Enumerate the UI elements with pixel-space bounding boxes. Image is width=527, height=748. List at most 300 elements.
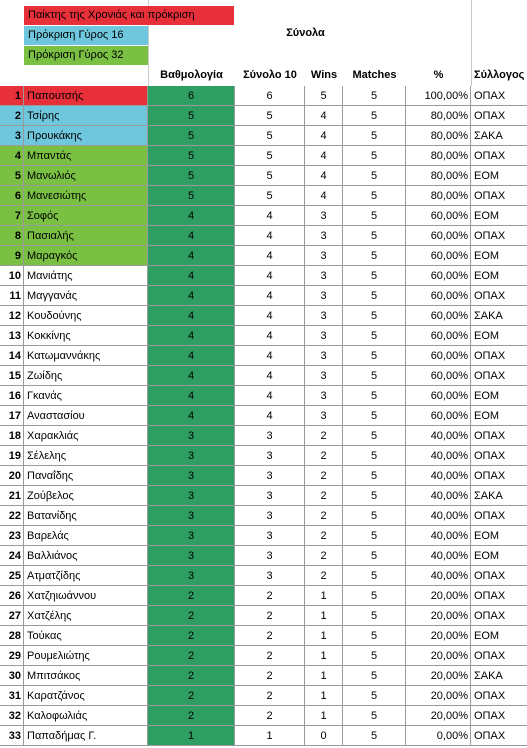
matches-cell[interactable]: 5 [343, 286, 406, 306]
score-cell[interactable]: 1 [148, 726, 235, 746]
matches-cell[interactable]: 5 [343, 306, 406, 326]
score-cell[interactable]: 2 [148, 706, 235, 726]
club-cell[interactable]: ΟΠΑΧ [471, 146, 527, 166]
rank-cell[interactable]: 33 [0, 726, 24, 746]
table-row [0, 506, 527, 526]
player-name-cell[interactable]: Χατζέλης [24, 606, 148, 626]
club-cell[interactable]: ΟΠΑΧ [471, 466, 527, 486]
table-row [0, 646, 527, 666]
wins-cell[interactable]: 0 [305, 726, 343, 746]
player-name-cell[interactable]: Σέλελης [24, 446, 148, 466]
club-cell[interactable]: ΕΟΜ [471, 206, 527, 226]
percent-cell[interactable]: 20,00% [406, 686, 471, 706]
matches-cell[interactable]: 5 [343, 566, 406, 586]
rank-cell[interactable]: 12 [0, 306, 24, 326]
table-row [0, 206, 527, 226]
score-cell[interactable]: 4 [148, 246, 235, 266]
score-cell[interactable]: 4 [148, 366, 235, 386]
rank-cell[interactable]: 28 [0, 626, 24, 646]
table-row [0, 426, 527, 446]
player-name-cell[interactable]: Καρατζάνος [24, 686, 148, 706]
percent-cell[interactable]: 60,00% [406, 346, 471, 366]
wins-cell[interactable]: 5 [305, 86, 343, 106]
matches-cell[interactable]: 5 [343, 446, 406, 466]
matches-cell[interactable]: 5 [343, 466, 406, 486]
player-name-cell[interactable]: Παπαδήμας Γ. [24, 726, 148, 746]
percent-cell[interactable]: 40,00% [406, 506, 471, 526]
club-cell[interactable]: ΣΑΚΑ [471, 486, 527, 506]
total10-cell[interactable]: 2 [235, 706, 305, 726]
club-cell[interactable]: ΕΟΜ [471, 166, 527, 186]
score-cell[interactable]: 5 [148, 106, 235, 126]
score-cell[interactable]: 2 [148, 666, 235, 686]
percent-cell[interactable]: 60,00% [406, 206, 471, 226]
score-cell[interactable]: 4 [148, 206, 235, 226]
total10-cell[interactable]: 5 [235, 146, 305, 166]
total10-cell[interactable]: 3 [235, 566, 305, 586]
rank-cell[interactable]: 17 [0, 406, 24, 426]
club-cell[interactable]: ΟΠΑΧ [471, 646, 527, 666]
matches-cell[interactable]: 5 [343, 326, 406, 346]
rank-cell[interactable]: 21 [0, 486, 24, 506]
score-cell[interactable]: 3 [148, 566, 235, 586]
percent-cell[interactable]: 20,00% [406, 646, 471, 666]
percent-cell[interactable]: 60,00% [406, 406, 471, 426]
rank-cell[interactable]: 13 [0, 326, 24, 346]
rank-cell[interactable]: 32 [0, 706, 24, 726]
score-cell[interactable]: 3 [148, 506, 235, 526]
club-cell[interactable]: ΕΟΜ [471, 626, 527, 646]
table-row [0, 106, 527, 126]
rank-cell[interactable]: 25 [0, 566, 24, 586]
score-cell[interactable]: 4 [148, 286, 235, 306]
rank-cell[interactable]: 31 [0, 686, 24, 706]
club-cell[interactable]: ΟΠΑΧ [471, 606, 527, 626]
table-row [0, 606, 527, 626]
matches-cell[interactable]: 5 [343, 226, 406, 246]
rank-cell[interactable]: 9 [0, 246, 24, 266]
club-cell[interactable]: ΣΑΚΑ [471, 666, 527, 686]
table-row [0, 666, 527, 686]
rank-cell[interactable]: 7 [0, 206, 24, 226]
rank-cell[interactable]: 26 [0, 586, 24, 606]
player-name-cell[interactable]: Κατωμαννάκης [24, 346, 148, 366]
percent-cell[interactable]: 40,00% [406, 426, 471, 446]
wins-cell[interactable]: 3 [305, 266, 343, 286]
total10-cell[interactable]: 3 [235, 426, 305, 446]
percent-cell[interactable]: 20,00% [406, 586, 471, 606]
total10-cell[interactable]: 4 [235, 306, 305, 326]
score-cell[interactable]: 2 [148, 646, 235, 666]
matches-cell[interactable]: 5 [343, 546, 406, 566]
matches-cell[interactable]: 5 [343, 346, 406, 366]
total10-cell[interactable]: 2 [235, 586, 305, 606]
score-cell[interactable]: 2 [148, 586, 235, 606]
wins-cell[interactable]: 4 [305, 126, 343, 146]
club-cell[interactable]: ΕΟΜ [471, 406, 527, 426]
club-cell[interactable]: ΕΟΜ [471, 546, 527, 566]
percent-cell[interactable]: 80,00% [406, 126, 471, 146]
percent-cell[interactable]: 80,00% [406, 186, 471, 206]
player-name-cell[interactable]: Τσίρης [24, 106, 148, 126]
wins-cell[interactable]: 4 [305, 146, 343, 166]
player-name-cell[interactable]: Ρουμελιώτης [24, 646, 148, 666]
legend-year-player: Παίκτης της Χρονιάς και πρόκριση [24, 6, 234, 25]
percent-cell[interactable]: 40,00% [406, 526, 471, 546]
total10-cell[interactable]: 4 [235, 286, 305, 306]
total10-cell[interactable]: 2 [235, 626, 305, 646]
wins-cell[interactable]: 2 [305, 486, 343, 506]
total10-cell[interactable]: 2 [235, 606, 305, 626]
score-cell[interactable]: 4 [148, 226, 235, 246]
matches-cell[interactable]: 5 [343, 406, 406, 426]
rank-cell[interactable]: 6 [0, 186, 24, 206]
player-name-cell[interactable]: Σοφός [24, 206, 148, 226]
table-row [0, 366, 527, 386]
matches-cell[interactable]: 5 [343, 626, 406, 646]
wins-cell[interactable]: 4 [305, 166, 343, 186]
percent-cell[interactable]: 80,00% [406, 166, 471, 186]
total10-cell[interactable]: 3 [235, 466, 305, 486]
rank-cell[interactable]: 19 [0, 446, 24, 466]
rank-cell[interactable]: 3 [0, 126, 24, 146]
matches-cell[interactable]: 5 [343, 146, 406, 166]
rank-cell[interactable]: 11 [0, 286, 24, 306]
total10-cell[interactable]: 3 [235, 506, 305, 526]
rank-cell[interactable]: 23 [0, 526, 24, 546]
rank-cell[interactable]: 14 [0, 346, 24, 366]
header-matches[interactable]: Matches [352, 69, 397, 81]
player-name-cell[interactable]: Προυκάκης [24, 126, 148, 146]
score-cell[interactable]: 3 [148, 426, 235, 446]
percent-cell[interactable]: 0,00% [406, 726, 471, 746]
percent-cell[interactable]: 40,00% [406, 446, 471, 466]
matches-cell[interactable]: 5 [343, 726, 406, 746]
total10-cell[interactable]: 4 [235, 366, 305, 386]
percent-cell[interactable]: 100,00% [406, 86, 471, 106]
player-name-cell[interactable]: Κουδούνης [24, 306, 148, 326]
player-name-cell[interactable]: Χαρακλιάς [24, 426, 148, 446]
total10-cell[interactable]: 5 [235, 106, 305, 126]
score-cell[interactable]: 4 [148, 406, 235, 426]
score-cell[interactable]: 4 [148, 306, 235, 326]
player-name-cell[interactable]: Βαλλιάνος [24, 546, 148, 566]
player-name-cell[interactable]: Γκανάς [24, 386, 148, 406]
rank-cell[interactable]: 24 [0, 546, 24, 566]
player-name-cell[interactable]: Μαγγανάς [24, 286, 148, 306]
player-name-cell[interactable]: Μπιτσάκος [24, 666, 148, 686]
player-name-cell[interactable]: Ζωίδης [24, 366, 148, 386]
header-total10[interactable]: Σύνολο 10 [243, 69, 297, 81]
wins-cell[interactable]: 3 [305, 246, 343, 266]
legend-qualify-32: Πρόκριση Γύρος 32 [24, 46, 148, 65]
header-score[interactable]: Βαθμολογία [160, 69, 223, 81]
percent-cell[interactable]: 40,00% [406, 466, 471, 486]
header-wins[interactable]: Wins [310, 69, 338, 81]
matches-cell[interactable]: 5 [343, 206, 406, 226]
table-row [0, 226, 527, 246]
club-cell[interactable]: ΟΠΑΧ [471, 566, 527, 586]
rank-cell[interactable]: 2 [0, 106, 24, 126]
table-row [0, 726, 527, 746]
matches-cell[interactable]: 5 [343, 86, 406, 106]
club-cell[interactable]: ΟΠΑΧ [471, 446, 527, 466]
player-name-cell[interactable]: Μανιάτης [24, 266, 148, 286]
percent-cell[interactable]: 40,00% [406, 546, 471, 566]
table-row [0, 446, 527, 466]
wins-cell[interactable]: 3 [305, 226, 343, 246]
percent-cell[interactable]: 40,00% [406, 486, 471, 506]
club-cell[interactable]: ΟΠΑΧ [471, 726, 527, 746]
player-name-cell[interactable]: Αναστασίου [24, 406, 148, 426]
total10-cell[interactable]: 3 [235, 486, 305, 506]
wins-cell[interactable]: 2 [305, 526, 343, 546]
table-row [0, 566, 527, 586]
table-row [0, 166, 527, 186]
percent-cell[interactable]: 20,00% [406, 626, 471, 646]
total10-cell[interactable]: 5 [235, 166, 305, 186]
total10-cell[interactable]: 4 [235, 326, 305, 346]
score-cell[interactable]: 2 [148, 606, 235, 626]
rank-cell[interactable]: 10 [0, 266, 24, 286]
matches-cell[interactable]: 5 [343, 366, 406, 386]
club-cell[interactable]: ΕΟΜ [471, 526, 527, 546]
total10-cell[interactable]: 3 [235, 526, 305, 546]
player-name-cell[interactable]: Πασιαλής [24, 226, 148, 246]
rank-cell[interactable]: 27 [0, 606, 24, 626]
club-cell[interactable]: ΟΠΑΧ [471, 686, 527, 706]
score-cell[interactable]: 4 [148, 386, 235, 406]
total10-cell[interactable]: 5 [235, 186, 305, 206]
rank-cell[interactable]: 15 [0, 366, 24, 386]
wins-cell[interactable]: 1 [305, 706, 343, 726]
wins-cell[interactable]: 2 [305, 466, 343, 486]
rank-cell[interactable]: 16 [0, 386, 24, 406]
total10-cell[interactable]: 4 [235, 246, 305, 266]
player-name-cell[interactable]: Παπουτσής [24, 86, 148, 106]
score-cell[interactable]: 3 [148, 486, 235, 506]
rank-cell[interactable]: 18 [0, 426, 24, 446]
club-cell[interactable]: ΕΟΜ [471, 266, 527, 286]
percent-cell[interactable]: 20,00% [406, 606, 471, 626]
matches-cell[interactable]: 5 [343, 606, 406, 626]
table-row [0, 246, 527, 266]
sheet-title: Σύνολα [286, 27, 325, 39]
table-row [0, 386, 527, 406]
matches-cell[interactable]: 5 [343, 646, 406, 666]
percent-cell[interactable]: 40,00% [406, 566, 471, 586]
table-row [0, 186, 527, 206]
percent-cell[interactable]: 60,00% [406, 306, 471, 326]
table-row [0, 586, 527, 606]
total10-cell[interactable]: 6 [235, 86, 305, 106]
matches-cell[interactable]: 5 [343, 186, 406, 206]
club-cell[interactable]: ΟΠΑΧ [471, 226, 527, 246]
percent-cell[interactable]: 60,00% [406, 266, 471, 286]
player-name-cell[interactable]: Παναΐδης [24, 466, 148, 486]
score-cell[interactable]: 6 [148, 86, 235, 106]
club-cell[interactable]: ΕΟΜ [471, 386, 527, 406]
score-cell[interactable]: 4 [148, 266, 235, 286]
wins-cell[interactable]: 2 [305, 506, 343, 526]
score-cell[interactable]: 4 [148, 346, 235, 366]
total10-cell[interactable]: 2 [235, 686, 305, 706]
wins-cell[interactable]: 3 [305, 206, 343, 226]
header-club[interactable]: Σύλλογος [474, 69, 525, 81]
matches-cell[interactable]: 5 [343, 586, 406, 606]
player-name-cell[interactable]: Χατζηιωάννου [24, 586, 148, 606]
matches-cell[interactable]: 5 [343, 246, 406, 266]
matches-cell[interactable]: 5 [343, 526, 406, 546]
table-row [0, 686, 527, 706]
club-cell[interactable]: ΟΠΑΧ [471, 346, 527, 366]
club-cell[interactable]: ΟΠΑΧ [471, 706, 527, 726]
player-name-cell[interactable]: Βαρελάς [24, 526, 148, 546]
matches-cell[interactable]: 5 [343, 486, 406, 506]
wins-cell[interactable]: 2 [305, 546, 343, 566]
score-cell[interactable]: 3 [148, 526, 235, 546]
percent-cell[interactable]: 60,00% [406, 286, 471, 306]
total10-cell[interactable]: 4 [235, 406, 305, 426]
percent-cell[interactable]: 60,00% [406, 386, 471, 406]
total10-cell[interactable]: 4 [235, 346, 305, 366]
wins-cell[interactable]: 1 [305, 606, 343, 626]
percent-cell[interactable]: 60,00% [406, 226, 471, 246]
total10-cell[interactable]: 2 [235, 666, 305, 686]
rank-cell[interactable]: 22 [0, 506, 24, 526]
wins-cell[interactable]: 2 [305, 446, 343, 466]
rank-cell[interactable]: 20 [0, 466, 24, 486]
wins-cell[interactable]: 1 [305, 646, 343, 666]
score-cell[interactable]: 5 [148, 186, 235, 206]
table-row [0, 266, 527, 286]
wins-cell[interactable]: 3 [305, 346, 343, 366]
wins-cell[interactable]: 3 [305, 306, 343, 326]
wins-cell[interactable]: 3 [305, 386, 343, 406]
header-percent[interactable]: % [433, 69, 444, 81]
wins-cell[interactable]: 1 [305, 586, 343, 606]
score-cell[interactable]: 2 [148, 626, 235, 646]
percent-cell[interactable]: 60,00% [406, 366, 471, 386]
wins-cell[interactable]: 3 [305, 286, 343, 306]
wins-cell[interactable]: 1 [305, 626, 343, 646]
legend-qualify-16: Πρόκριση Γύρος 16 [24, 26, 148, 45]
player-name-cell[interactable]: Μανεσιώτης [24, 186, 148, 206]
score-cell[interactable]: 3 [148, 546, 235, 566]
player-name-cell[interactable]: Μανωλιός [24, 166, 148, 186]
percent-cell[interactable]: 80,00% [406, 146, 471, 166]
matches-cell[interactable]: 5 [343, 166, 406, 186]
wins-cell[interactable]: 4 [305, 186, 343, 206]
matches-cell[interactable]: 5 [343, 686, 406, 706]
total10-cell[interactable]: 4 [235, 386, 305, 406]
club-cell[interactable]: ΕΟΜ [471, 326, 527, 346]
matches-cell[interactable]: 5 [343, 426, 406, 446]
total10-cell[interactable]: 2 [235, 646, 305, 666]
club-cell[interactable]: ΟΠΑΧ [471, 506, 527, 526]
percent-cell[interactable]: 80,00% [406, 106, 471, 126]
score-cell[interactable]: 5 [148, 146, 235, 166]
matches-cell[interactable]: 5 [343, 506, 406, 526]
total10-cell[interactable]: 4 [235, 226, 305, 246]
score-cell[interactable]: 3 [148, 466, 235, 486]
rank-cell[interactable]: 5 [0, 166, 24, 186]
percent-cell[interactable]: 20,00% [406, 666, 471, 686]
table-row [0, 126, 527, 146]
wins-cell[interactable]: 1 [305, 686, 343, 706]
score-cell[interactable]: 3 [148, 446, 235, 466]
rank-cell[interactable]: 4 [0, 146, 24, 166]
player-name-cell[interactable]: Μαραγκός [24, 246, 148, 266]
rank-cell[interactable]: 1 [0, 86, 24, 106]
club-cell[interactable]: ΟΠΑΧ [471, 586, 527, 606]
table-row [0, 546, 527, 566]
percent-cell[interactable]: 60,00% [406, 246, 471, 266]
club-cell[interactable]: ΣΑΚΑ [471, 126, 527, 146]
player-name-cell[interactable]: Ζούβελος [24, 486, 148, 506]
wins-cell[interactable]: 4 [305, 106, 343, 126]
total10-cell[interactable]: 4 [235, 266, 305, 286]
club-cell[interactable]: ΕΟΜ [471, 246, 527, 266]
score-cell[interactable]: 2 [148, 686, 235, 706]
rank-cell[interactable]: 8 [0, 226, 24, 246]
total10-cell[interactable]: 3 [235, 446, 305, 466]
player-name-cell[interactable]: Βατανίδης [24, 506, 148, 526]
table-row [0, 486, 527, 506]
club-cell[interactable]: ΟΠΑΧ [471, 86, 527, 106]
rank-cell[interactable]: 30 [0, 666, 24, 686]
player-name-cell[interactable]: Μπαντάς [24, 146, 148, 166]
total10-cell[interactable]: 3 [235, 546, 305, 566]
total10-cell[interactable]: 1 [235, 726, 305, 746]
matches-cell[interactable]: 5 [343, 266, 406, 286]
wins-cell[interactable]: 3 [305, 406, 343, 426]
wins-cell[interactable]: 1 [305, 666, 343, 686]
score-cell[interactable]: 5 [148, 166, 235, 186]
player-name-cell[interactable]: Τούκας [24, 626, 148, 646]
score-cell[interactable]: 5 [148, 126, 235, 146]
wins-cell[interactable]: 2 [305, 566, 343, 586]
wins-cell[interactable]: 2 [305, 426, 343, 446]
matches-cell[interactable]: 5 [343, 106, 406, 126]
table-row [0, 406, 527, 426]
percent-cell[interactable]: 20,00% [406, 706, 471, 726]
table-row [0, 626, 527, 646]
matches-cell[interactable]: 5 [343, 126, 406, 146]
player-name-cell[interactable]: Κοκκίνης [24, 326, 148, 346]
club-cell[interactable]: ΟΠΑΧ [471, 366, 527, 386]
player-name-cell[interactable]: Ατματζίδης [24, 566, 148, 586]
matches-cell[interactable]: 5 [343, 666, 406, 686]
matches-cell[interactable]: 5 [343, 706, 406, 726]
rank-cell[interactable]: 29 [0, 646, 24, 666]
club-cell[interactable]: ΣΑΚΑ [471, 306, 527, 326]
table-row [0, 326, 527, 346]
percent-cell[interactable]: 60,00% [406, 326, 471, 346]
club-cell[interactable]: ΟΠΑΧ [471, 426, 527, 446]
table-row [0, 86, 527, 106]
matches-cell[interactable]: 5 [343, 386, 406, 406]
total10-cell[interactable]: 5 [235, 126, 305, 146]
club-cell[interactable]: ΟΠΑΧ [471, 186, 527, 206]
player-name-cell[interactable]: Καλοφωλιάς [24, 706, 148, 726]
club-cell[interactable]: ΟΠΑΧ [471, 106, 527, 126]
score-cell[interactable]: 4 [148, 326, 235, 346]
club-cell[interactable]: ΟΠΑΧ [471, 286, 527, 306]
wins-cell[interactable]: 3 [305, 366, 343, 386]
total10-cell[interactable]: 4 [235, 206, 305, 226]
wins-cell[interactable]: 3 [305, 326, 343, 346]
